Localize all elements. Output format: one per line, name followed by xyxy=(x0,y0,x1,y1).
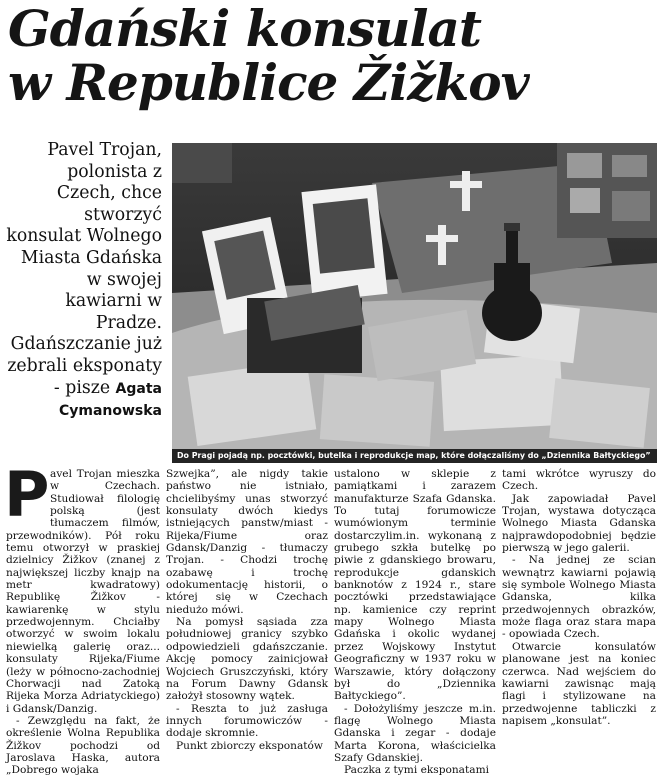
paragraph: tami wkrótce wyruszy do Czech. xyxy=(502,468,656,493)
article-column-1 xyxy=(4,458,160,777)
author-name: Agata Cymanowska xyxy=(58,380,162,420)
article-photo xyxy=(172,143,657,463)
article-column-4 xyxy=(502,468,656,727)
paragraph: Na pomysł sąsiada zza południowej granicy szybko odpowiedzieli gdańszczanie. Akcję pomocy zainicjował Wojciech Gruszczyński, który na Forum Dawny Gdansk założył stosowny wątek. xyxy=(166,616,328,703)
paragraph: Paczka z tymi eksponatami xyxy=(344,764,490,777)
paragraph: - Na jednej ze scian wewnątrz kawiarni pojawią się symbole Wolnego Miasta Gdanska, kilka przedwojennych obrazków, może flaga oraz stara mapa - opowiada Czech. xyxy=(502,554,656,641)
headline-line-2: w Republice Žižkov xyxy=(8,53,529,112)
article-column-3 xyxy=(334,468,496,777)
paragraph: - Zewzględu na fakt, że określenie Wolna Republika Žižkov pochodzi od Jaroslava Haska, autora „Dobrego wojaka xyxy=(6,714,160,777)
drop-cap: P xyxy=(4,458,50,531)
paragraph: Szwejka”, ale nigdy takie państwo nie istniało, chcielibyśmy unas stworzyć konsulaty dwóch kiedys istniejących panstw/miast - Rijeka/Fiume oraz Gdansk/Danzig - tłumaczy Trojan. - Chodzi trochę ozabawę i trochę odokumentację historii, o której się w Czechach niedużo mówi. xyxy=(166,468,328,616)
paragraph: ustalono w sklepie z pamiątkami i zarazem manufakturze Szafa Gdanska. To tutaj forumowicze wumówionym terminie dostarczylim.in. wykonaną z grubego szkła butelkę po piwie z gdanskiego browaru, reprodukcje gdanskich banknotów z 1924 r., stare pocztówki przedstawiające np. kamienice czy reprint mapy Wolnego Miasta Gdańska i okolic wydanej przez Wojskowy Instytut Geograficzny w 1937 roku w Warszawie, który dołączony był do „Dziennika Bałtyckiego”. xyxy=(334,468,496,703)
photo-illustration xyxy=(172,143,657,463)
paragraph: - Dołożyliśmy jeszcze m.in. flagę Wolnego Miasta Gdanska i zegar - dodaje Marta Korona, właścicielka Szafy Gdanskiej. xyxy=(334,702,496,764)
lead-text: Pavel Trojan, polonista z Czech, chce stworzyć konsulat Wolnego Miasta Gdańska w swojej kawiarni w Pradze. Gdańszczanie już zebrali eksponaty - pisze xyxy=(6,140,162,398)
photo-caption: Do Pragi pojadą np. pocztówki, butelka i reprodukcje map, które dołączaliśmy do „Dziennika Bałtyckiego” xyxy=(172,449,657,463)
paragraph: Otwarcie konsulatów planowane jest na koniec czerwca. Nad wejściem do kawiarni zawisnąc mają flagi i stylizowane na przedwojenne tabliczki z napisem „konsulat”. xyxy=(502,640,656,727)
paragraph: avel Trojan mieszka w Czechach. Studiował filologię polską (jest tłumaczem filmów, przewodników). Pół roku temu otworzył w praskiej dzielnicy Žižkov (znanej z największej liczby knajp na metr kwadratowy) Republikę Žižkov - kawiarenkę w stylu przedwojennym. Chciałby otworzyć w swoim lokalu niewielką galerię oraz... konsulaty Rijeka/Fiume (leży w północno-zachodniej Chorwacji nad Zatoką Rijeka Morza Adriatyckiego) i Gdansk/Danzig. xyxy=(6,468,160,715)
paragraph: Punkt zbiorczy eksponatów xyxy=(176,739,324,752)
paragraph: - Reszta to już zasługa innych forumowiczów - dodaje skromnie. xyxy=(166,702,328,740)
headline-line-1: Gdański konsulat xyxy=(8,0,481,58)
paragraph: Jak zapowiadał Pavel Trojan, wystawa dotycząca Wolnego Miasta Gdanska najprawdopodobniej będzie pierwszą w jego galerii. xyxy=(502,492,656,555)
lead-paragraph xyxy=(6,140,162,423)
article-column-2 xyxy=(166,468,328,752)
